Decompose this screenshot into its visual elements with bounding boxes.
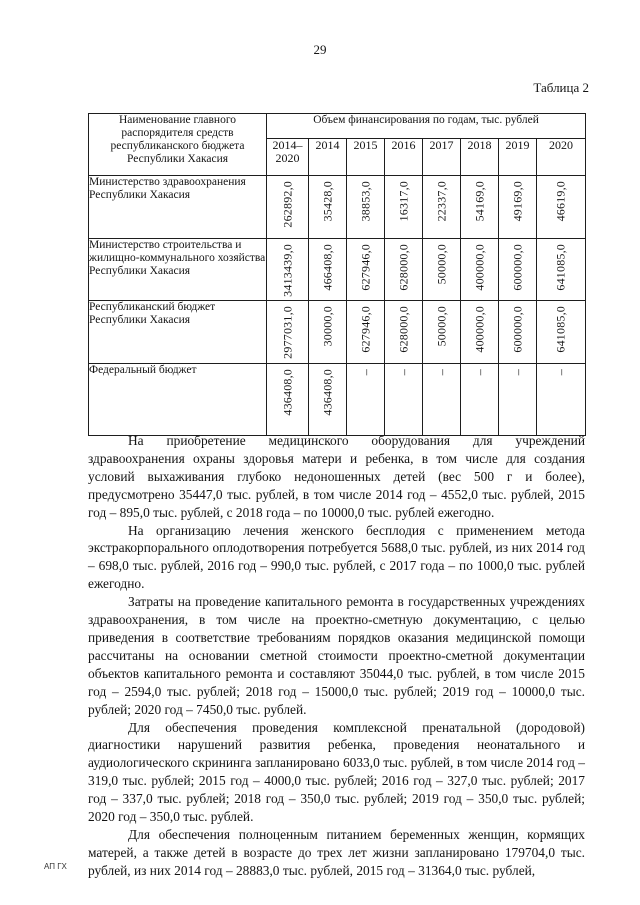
organization-name: Министерство здравоохранения Республики Хакасия [89,176,267,239]
value-text: 38853,0 [358,181,372,222]
value-cell [385,239,423,301]
value-text: 35428,0 [320,181,334,222]
value-cell [461,301,499,364]
value-text: 641085,0 [553,244,568,291]
year-header: 2016 [385,139,423,176]
value-text: 400000,0 [472,306,486,353]
value-cell [267,364,309,436]
year-header: 2017 [423,139,461,176]
value-cell [499,239,537,301]
value-cell [461,176,499,239]
value-text: – [472,369,486,376]
year-header: 2018 [461,139,499,176]
organization-name: Республиканский бюджет Республики Хакасия [89,301,267,364]
name-column-header: Наименование главного распорядителя средств республиканского бюджета Республики Хакасия [89,114,267,176]
value-cell [423,239,461,301]
value-text: 16317,0 [396,181,410,222]
value-cell [499,301,537,364]
value-cell [385,364,423,436]
table-row [89,176,586,239]
value-text: 46619,0 [553,181,568,222]
value-text: – [358,369,372,376]
body-text [88,432,585,880]
value-cell [347,301,385,364]
value-cell [537,176,586,239]
page-number: 29 [313,42,327,57]
value-cell [423,364,461,436]
footer-mark: АП ГХ [44,862,67,871]
value-cell [385,176,423,239]
value-text: 600000,0 [510,244,524,291]
year-header: 2015 [347,139,385,176]
value-cell [267,239,309,301]
value-cell [461,239,499,301]
value-text: 400000,0 [472,244,486,291]
value-cell [461,364,499,436]
value-text: 436408,0 [280,369,294,416]
value-cell [499,176,537,239]
value-text: – [553,369,568,376]
value-text: 466408,0 [320,244,334,291]
value-cell [267,301,309,364]
value-text: 2977031,0 [280,306,294,359]
value-cell [347,176,385,239]
table-row [89,239,586,301]
table-caption: Таблица 2 [533,80,589,95]
value-text: 30000,0 [320,306,334,347]
value-text: 50000,0 [434,244,448,285]
value-cell [347,364,385,436]
value-cell [309,364,347,436]
value-text: – [510,369,524,376]
year-header: 2020 [537,139,586,176]
value-text: 436408,0 [320,369,334,416]
value-cell [347,239,385,301]
value-cell [385,301,423,364]
value-text: 628000,0 [396,306,410,353]
value-cell [423,176,461,239]
year-header: 2014–2020 [267,139,309,176]
value-text: – [434,369,448,376]
value-text: 50000,0 [434,306,448,347]
value-cell [537,239,586,301]
value-text: 54169,0 [472,181,486,222]
paragraph: Для обеспечения полноценным питанием беременных женщин, кормящих матерей, а также детей в возрасте до трех лет жизни запланировано 179704,0 тыс. рублей, из них 2014 год – 28883,0 тыс. рублей, 2015 год – 31364,0 тыс. рублей, [88,826,585,878]
financing-group-header: Объем финансирования по годам, тыс. рублей [267,114,586,139]
value-text: 627946,0 [358,244,372,291]
value-text: 628000,0 [396,244,410,291]
value-text: 49169,0 [510,181,524,222]
value-text: 22337,0 [434,181,448,222]
value-text: 3413439,0 [280,244,294,297]
value-cell [537,301,586,364]
value-cell [537,364,586,436]
value-cell [267,176,309,239]
table-row [89,364,586,436]
organization-name: Министерство строительства и жилищно-коммунального хозяйства Республики Хакасия [89,239,267,301]
paragraph: На приобретение медицинского оборудования для учреждений здравоохранения охраны здоровья матери и ребенка, в том числе для создания условий выхаживания глубоко недоношенных детей (вес 500 г и более), предусмотрено 35447,0 тыс. рублей, в том числе 2014 год – 4552,0 тыс. рублей, 2015 год – 895,0 тыс. рублей, с 2018 года – по 10000,0 тыс. рублей ежегодно. [88,433,585,520]
value-cell [499,364,537,436]
paragraph: Для обеспечения проведения комплексной пренатальной (дородовой) диагностики нарушений развития ребенка, проведения неонатального и аудиологического скрининга запланировано 6033,0 тыс. рублей, в том числе 2014 год – 319,0 тыс. рублей; 2015 год – 4000,0 тыс. рублей; 2016 год – 327,0 тыс. рублей; 2017 год – 337,0 тыс. рублей; 2018 год – 350,0 тыс. рублей; 2019 год – 350,0 тыс. рублей; 2020 год – 350,0 тыс. рублей. [88,719,585,825]
table-row [89,301,586,364]
paragraph: На организацию лечения женского бесплодия с применением метода экстракорпорального оплодотворения потребуется 5688,0 тыс. рублей, из них 2014 год – 698,0 тыс. рублей, 2016 год – 990,0 тыс. рублей, с 2017 года – по 1000,0 тыс. рублей ежегодно. [88,522,585,592]
value-text: 262892,0 [280,181,294,228]
value-cell [309,239,347,301]
value-cell [309,301,347,364]
value-text: – [396,369,410,376]
organization-name: Федеральный бюджет [89,364,267,436]
year-header: 2019 [499,139,537,176]
value-text: 627946,0 [358,306,372,353]
value-text: 641085,0 [553,306,568,353]
paragraph: Затраты на проведение капитального ремонта в государственных учреждениях здравоохранения, в том числе на проектно-сметную документацию, с целью приведения в соответствие требованиям порядков оказания медицинской помощи рассчитаны на основании сметной стоимости проектно-сметной документации объектов капитального ремонта и составляют 35044,0 тыс. рублей, в том числе 2015 год – 2594,0 тыс. рублей; 2018 год – 15000,0 тыс. рублей; 2019 год – 10000,0 тыс. рублей; 2020 год – 7450,0 тыс. рублей. [88,594,585,717]
value-text: 600000,0 [510,306,524,353]
value-cell [423,301,461,364]
financing-table [88,113,586,436]
year-header: 2014 [309,139,347,176]
value-cell [309,176,347,239]
